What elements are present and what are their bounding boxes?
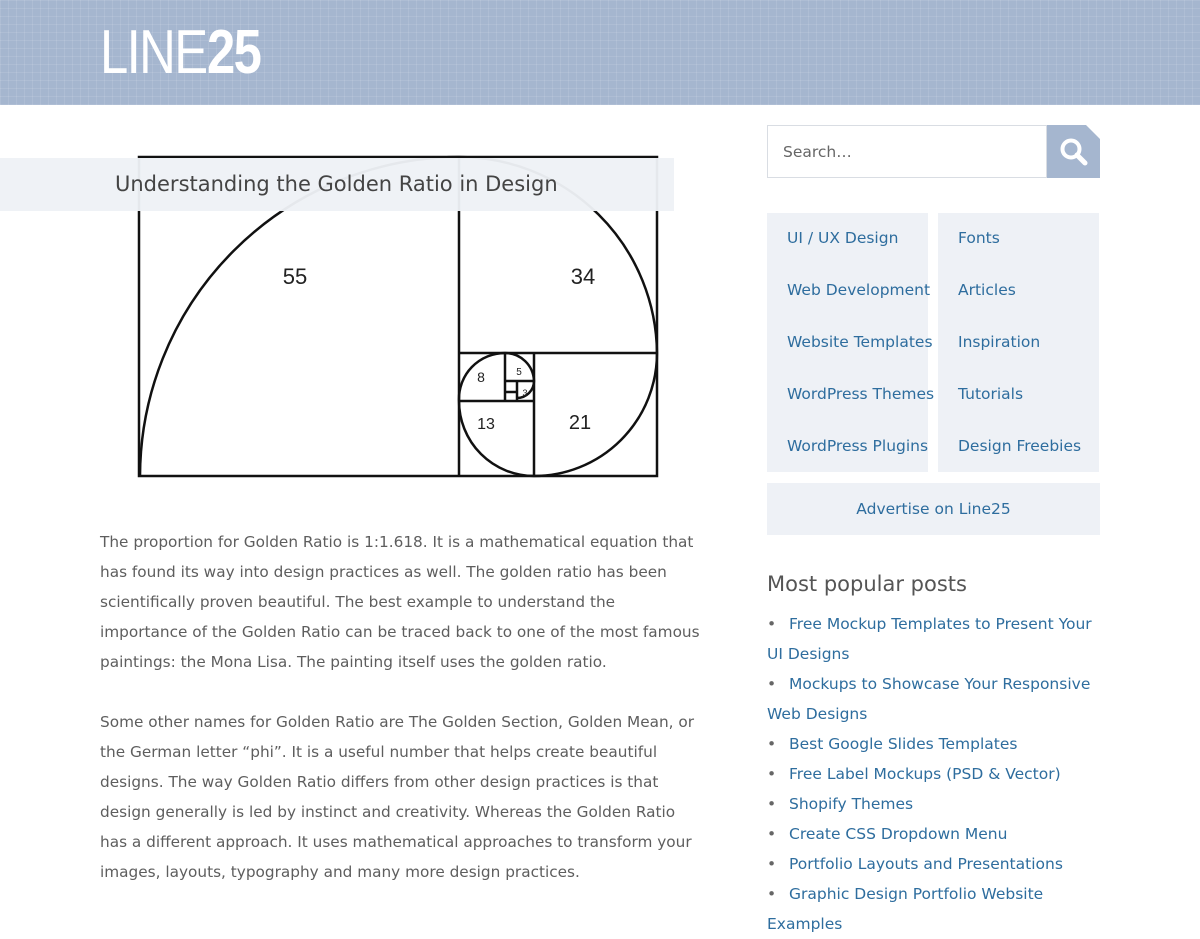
site-logo[interactable] — [100, 18, 272, 87]
popular-post-link[interactable]: Free Label Mockups (PSD & Vector) — [789, 765, 1061, 783]
search-button[interactable] — [1047, 125, 1100, 178]
bullet-icon: • — [767, 885, 777, 903]
category-link[interactable]: Fonts — [958, 229, 1000, 247]
list-item — [767, 729, 1107, 759]
article-body — [100, 527, 700, 917]
fib-label-5: 5 — [516, 367, 522, 378]
list-item — [767, 849, 1107, 879]
category-link[interactable]: Design Freebies — [958, 437, 1082, 455]
bullet-icon: • — [767, 825, 777, 843]
fib-label-55: 55 — [282, 264, 308, 289]
bullet-icon: • — [767, 675, 777, 693]
fib-label-3: 3 — [522, 388, 528, 398]
popular-post-link[interactable]: Create CSS Dropdown Menu — [789, 825, 1008, 843]
bullet-icon: • — [767, 765, 777, 783]
fib-label-34: 34 — [570, 264, 596, 289]
list-item — [767, 609, 1107, 669]
category-link[interactable]: Website Templates — [787, 333, 933, 351]
corner-fold — [1086, 125, 1100, 139]
category-column-right — [938, 213, 1099, 472]
fib-label-8: 8 — [477, 369, 485, 385]
popular-post-link[interactable]: Free Mockup Templates to Present Your UI Designs — [767, 615, 1092, 663]
logo-text-light: LINE — [100, 18, 207, 87]
category-link[interactable]: WordPress Plugins — [787, 437, 929, 455]
search-form — [767, 125, 1100, 178]
popular-post-link[interactable]: Shopify Themes — [789, 795, 914, 813]
category-link[interactable]: UI / UX Design — [787, 229, 899, 247]
popular-posts-list — [767, 609, 1107, 939]
bullet-icon: • — [767, 615, 777, 633]
list-item — [767, 819, 1107, 849]
site-header — [0, 0, 1200, 105]
category-link[interactable]: Inspiration — [958, 333, 1041, 351]
popular-posts-heading: Most popular posts — [767, 572, 967, 596]
fib-label-21: 21 — [568, 412, 592, 434]
article-paragraph: Some other names for Golden Ratio are The Golden Section, Golden Mean, or the German letter “phi”. It is a useful number that helps create beautiful designs. The way Golden Ratio differs from other design practices is that design generally is led by instinct and creativity. Whereas the Golden Ratio has a different approach. It uses mathematical approaches to transform your images, layouts, typography and many more design practices. — [100, 713, 695, 881]
bullet-icon: • — [767, 735, 777, 753]
list-item — [767, 879, 1107, 939]
advertise-link[interactable]: Advertise on Line25 — [767, 483, 1100, 535]
list-item — [767, 789, 1107, 819]
list-item — [767, 759, 1107, 789]
category-link[interactable]: Web Development — [787, 281, 931, 299]
search-icon — [1059, 137, 1088, 166]
spiral-arc-13 — [459, 401, 534, 476]
category-link[interactable]: WordPress Themes — [787, 385, 935, 403]
popular-post-link[interactable]: Portfolio Layouts and Presentations — [789, 855, 1063, 873]
list-item — [767, 669, 1107, 729]
popular-post-link[interactable]: Graphic Design Portfolio Website Examples — [767, 885, 1044, 933]
popular-post-link[interactable]: Mockups to Showcase Your Responsive Web Designs — [767, 675, 1091, 723]
bullet-icon: • — [767, 855, 777, 873]
logo-text-bold: 25 — [206, 18, 261, 87]
category-column-left — [767, 213, 935, 472]
category-link[interactable]: Tutorials — [958, 385, 1024, 403]
article-paragraph: The proportion for Golden Ratio is 1:1.618. It is a mathematical equation that has found its way into design practices as well. The golden ratio has been scientifically proven beautiful. The best example to understand the importance of the Golden Ratio can be traced back to one of the most famous paintings: the Mona Lisa. The painting itself uses the golden ratio. — [100, 533, 700, 671]
spiral-arc-21 — [534, 353, 657, 476]
bullet-icon: • — [767, 795, 777, 813]
popular-post-link[interactable]: Best Google Slides Templates — [789, 735, 1018, 753]
category-link[interactable]: Articles — [958, 281, 1016, 299]
search-input[interactable] — [767, 125, 1047, 178]
post-title[interactable]: Understanding the Golden Ratio in Design — [115, 172, 558, 196]
fib-label-13: 13 — [477, 416, 495, 433]
